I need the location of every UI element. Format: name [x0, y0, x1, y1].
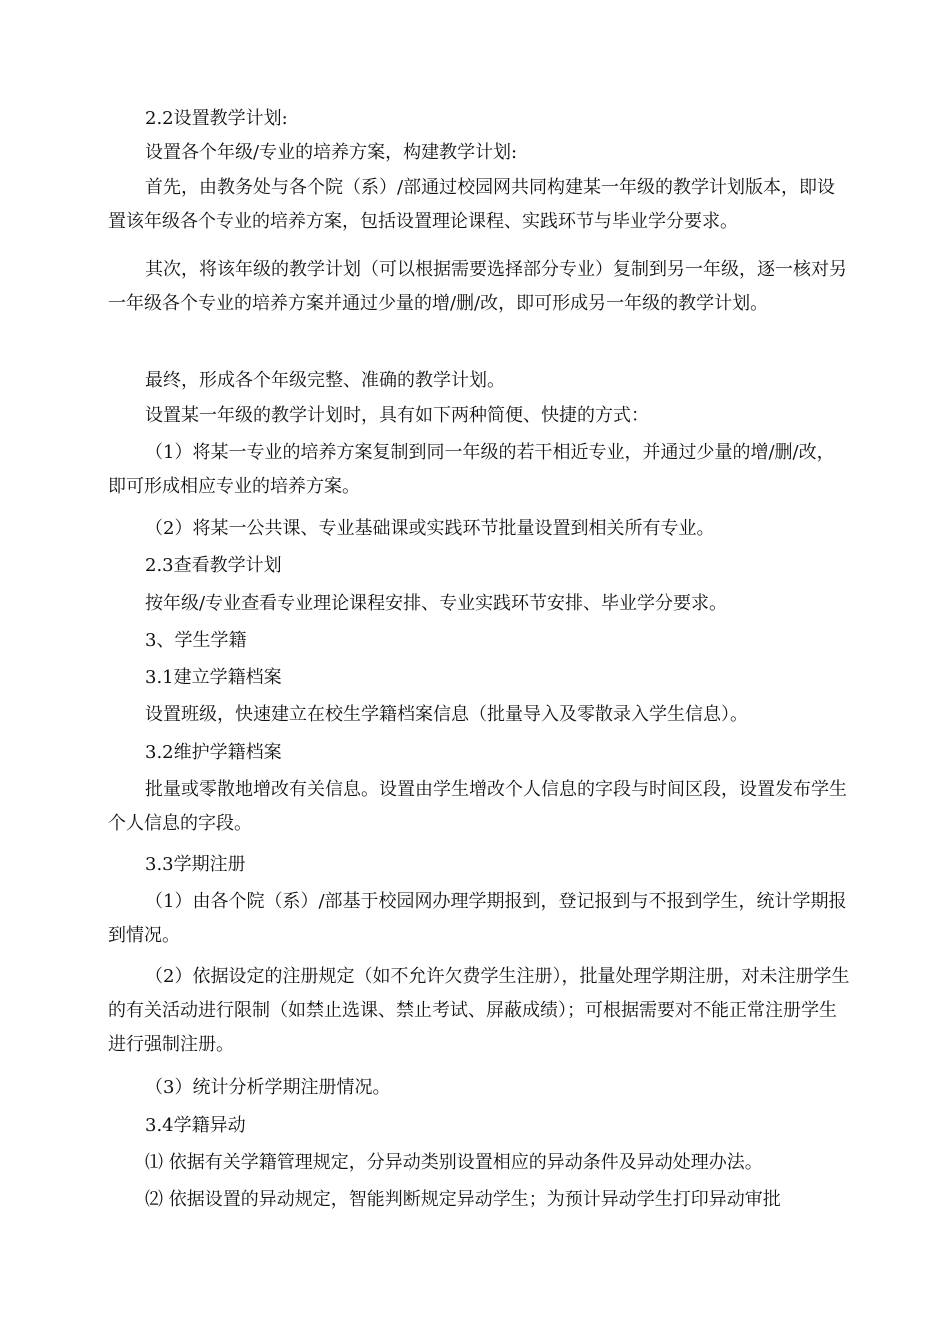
paragraph: 设置班级，快速建立在校生学籍档案信息（批量导入及零散录入学生信息）。 [145, 704, 748, 725]
paragraph: 其次，将该年级的教学计划（可以根据需要选择部分专业）复制到另一年级，逐一核对另一年级各个专业的培养方案并通过少量的增/删/改，即可形成另一年级的教学计划。 [108, 259, 847, 314]
paragraph: 首先，由教务处与各个院（系）/部通过校园网共同构建某一年级的教学计划版本，即设置该年级各个专业的培养方案，包括设置理论课程、实践环节与毕业学分要求。 [108, 177, 836, 232]
section-heading: 3.1建立学籍档案 [145, 667, 282, 688]
paragraph: 按年级/专业查看专业理论课程安排、专业实践环节安排、毕业学分要求。 [145, 593, 728, 614]
list-item: ⑴ 依据有关学籍管理规定，分异动类别设置相应的异动条件及异动处理办法。 [145, 1152, 763, 1173]
list-item: （1）由各个院（系）/部基于校园网办理学期报到，登记报到与不报到学生，统计学期报到情况。 [108, 891, 847, 946]
paragraph: 最终，形成各个年级完整、准确的教学计划。 [145, 370, 505, 391]
list-item: （1）将某一专业的培养方案复制到同一年级的若干相近专业，并通过少量的增/删/改，即可形成相应专业的培养方案。 [108, 442, 835, 497]
section-heading: 2.3查看教学计划 [145, 555, 282, 576]
paragraph: 设置某一年级的教学计划时，具有如下两种简便、快捷的方式： [145, 405, 649, 426]
section-heading: 3.3学期注册 [145, 854, 246, 875]
paragraph: 批量或零散地增改有关信息。设置由学生增改个人信息的字段与时间区段，设置发布学生个人信息的字段。 [108, 779, 847, 834]
section-heading: 2.2设置教学计划: [145, 108, 288, 129]
section-heading: 3.2维护学籍档案 [145, 742, 282, 763]
list-item: ⑵ 依据设置的异动规定，智能判断规定异动学生；为预计异动学生打印异动审批 [145, 1189, 781, 1210]
list-item: （3）统计分析学期注册情况。 [145, 1077, 391, 1098]
list-item: （2）将某一公共课、专业基础课或实践环节批量设置到相关所有专业。 [145, 518, 715, 539]
section-heading: 3、学生学籍 [145, 630, 247, 651]
paragraph: 设置各个年级/专业的培养方案，构建教学计划: [145, 142, 518, 163]
section-heading: 3.4学籍异动 [145, 1115, 246, 1136]
list-item: （2）依据设定的注册规定（如不允许欠费学生注册），批量处理学期注册，对未注册学生的有关活动进行限制（如禁止选课、禁止考试、屏蔽成绩）；可根据需要对不能正常注册学生进行强制注册。 [108, 966, 850, 1055]
